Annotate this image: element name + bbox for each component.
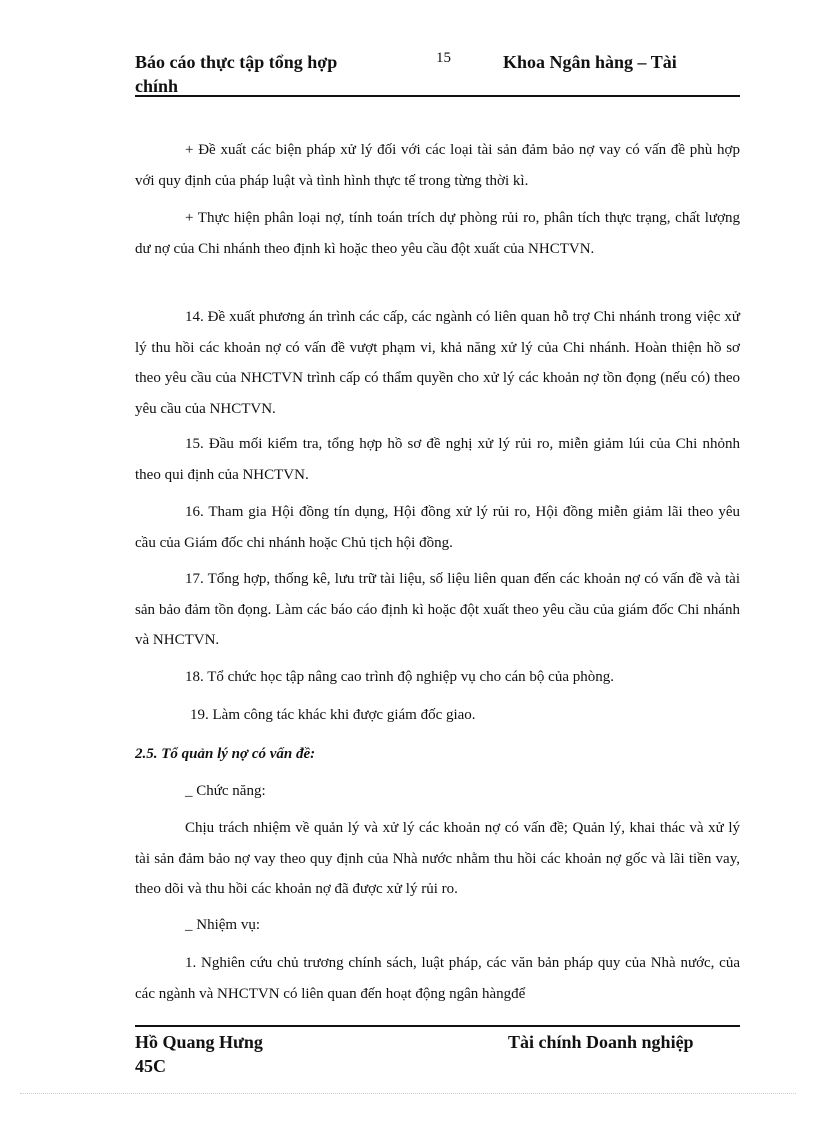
- page-number: 15: [436, 50, 451, 66]
- header-rule: [135, 95, 740, 97]
- duty-label: _ Nhiệm vụ:: [185, 917, 260, 933]
- header-right-title: Khoa Ngân hàng – Tài: [503, 52, 677, 72]
- paragraph-item-14: 14. Đề xuất phương án trình các cấp, các ngành có liên quan hỗ trợ Chi nhánh trong việc xử lý thu hồi các khoản nợ có vấn đề vượt phạm vi, khả năng xử lý của Chi nhánh. Hoàn thiện hồ sơ theo yêu cầu của NHCTVN trình cấp có thẩm quyền cho xử lý các khoản nợ tồn đọng (nếu có) theo yêu cầu của NHCTVN.: [135, 309, 740, 417]
- footer-author: Hồ Quang Hưng 45C: [135, 1032, 263, 1076]
- paragraph-item-19: 19. Làm công tác khác khi được giám đốc giao.: [190, 707, 476, 723]
- paragraph-item-16: 16. Tham gia Hội đồng tín dụng, Hội đồng xử lý rủi ro, Hội đồng miễn giảm lãi theo yêu cầu của Giám đốc chi nhánh hoặc Chủ tịch hội đồng.: [135, 504, 740, 551]
- footer-rule: [135, 1025, 740, 1027]
- duty-item-1: 1. Nghiên cứu chủ trương chính sách, luật pháp, các văn bản pháp quy của Nhà nước, của các ngành và NHCTVN có liên quan đến hoạt động ngân hàngđể: [135, 955, 740, 1002]
- paragraph-item-18: 18. Tổ chức học tập nâng cao trình độ nghiệp vụ cho cán bộ của phòng.: [185, 669, 614, 685]
- paragraph-item-15: 15. Đầu mối kiểm tra, tổng hợp hồ sơ đề nghị xử lý rủi ro, miễn giảm lúi của Chi nhỏnh theo qui định của NHCTVN.: [135, 436, 740, 483]
- footer-department: Tài chính Doanh nghiệp: [508, 1032, 694, 1052]
- paragraph-item-17: 17. Tổng hợp, thống kê, lưu trữ tài liệu, số liệu liên quan đến các khoản nợ có vấn đề và tài sản bảo đảm tồn đọng. Làm các báo cáo định kì hoặc đột xuất theo yêu cầu của giám đốc Chi nhánh và NHCTVN.: [135, 571, 740, 648]
- header-left-title: Báo cáo thực tập tổng hợp chính: [135, 52, 338, 96]
- function-label: _ Chức năng:: [185, 783, 266, 799]
- section-heading: 2.5. Tổ quản lý nợ có vấn đề:: [135, 746, 316, 762]
- function-text: Chịu trách nhiệm về quản lý và xử lý các khoản nợ có vấn đề; Quản lý, khai thác và xử lý tài sản đảm bảo nợ vay theo quy định của Nhà nước nhằm thu hồi các khoản nợ gốc và lãi tiền vay, theo dõi và thu hồi các khoản nợ đã được xử lý rủi ro.: [135, 820, 740, 897]
- paragraph-proposal: + Đề xuất các biện pháp xử lý đối với các loại tài sản đảm bảo nợ vay có vấn đề phù hợp với quy định của pháp luật và tình hình thực tế trong từng thời kì.: [135, 142, 740, 189]
- paragraph-classification: + Thực hiện phân loại nợ, tính toán trích dự phòng rủi ro, phân tích thực trạng, chất lượng dư nợ của Chi nhánh theo định kì hoặc theo yêu cầu đột xuất của NHCTVN.: [135, 210, 740, 257]
- page-bottom-edge: [20, 1093, 796, 1094]
